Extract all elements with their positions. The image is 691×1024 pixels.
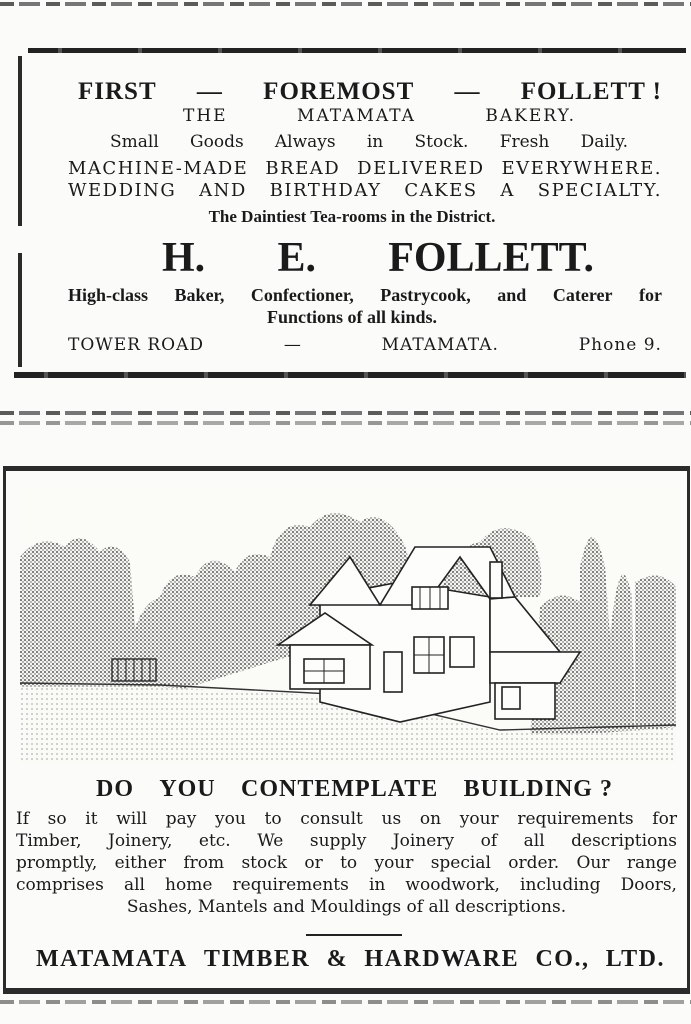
word: from bbox=[183, 853, 225, 873]
word: it bbox=[85, 809, 98, 829]
word: special bbox=[430, 853, 491, 873]
word: FOLLETT ! bbox=[520, 78, 662, 105]
house-illustration bbox=[20, 487, 676, 763]
word: you bbox=[215, 809, 246, 829]
word: will bbox=[116, 809, 148, 829]
word: SPECIALTY. bbox=[537, 180, 662, 201]
word: in bbox=[368, 875, 386, 895]
word: CAKES bbox=[404, 180, 478, 201]
bakery-name-line bbox=[183, 106, 576, 126]
word: E. bbox=[277, 235, 316, 281]
small-goods-line bbox=[110, 132, 628, 152]
functions-line: Functions of all kinds. bbox=[266, 307, 438, 327]
word: High-class bbox=[68, 285, 149, 305]
word: YOU bbox=[159, 776, 216, 802]
word: THE bbox=[183, 106, 228, 126]
word: comprises bbox=[16, 875, 104, 895]
proprietor-name bbox=[162, 234, 594, 282]
word: TOWER ROAD bbox=[68, 335, 205, 355]
word: MACHINE-MADE bbox=[68, 158, 249, 179]
word: order. bbox=[508, 853, 560, 873]
word: FOLLETT. bbox=[388, 235, 594, 281]
word: range bbox=[626, 853, 677, 873]
bread-delivery-line bbox=[68, 158, 662, 179]
ad-left-border bbox=[18, 56, 22, 226]
ad-top-border bbox=[28, 48, 686, 53]
word: promptly, bbox=[16, 853, 98, 873]
word: including bbox=[520, 875, 601, 895]
body-line-1 bbox=[16, 808, 677, 830]
word: Always bbox=[274, 132, 336, 152]
word: for bbox=[639, 285, 662, 305]
word: EVERYWHERE. bbox=[501, 158, 662, 179]
bottom-page-rule bbox=[0, 1000, 691, 1004]
services-line bbox=[68, 285, 662, 306]
word: LTD. bbox=[605, 946, 665, 972]
word: Joinery bbox=[392, 831, 455, 851]
word: FIRST bbox=[78, 78, 157, 105]
word: Our bbox=[576, 853, 610, 873]
top-page-rule bbox=[0, 2, 691, 6]
separator-rule bbox=[0, 411, 691, 415]
word: pay bbox=[165, 809, 197, 829]
word: MATAMATA bbox=[36, 946, 188, 972]
word: TIMBER bbox=[203, 946, 311, 972]
separator-rule-2 bbox=[0, 421, 691, 425]
word: home bbox=[165, 875, 213, 895]
word: AND bbox=[199, 180, 247, 201]
word: BAKERY. bbox=[485, 106, 576, 126]
word: or bbox=[304, 853, 323, 873]
word: us bbox=[381, 809, 402, 829]
word: A bbox=[500, 180, 515, 201]
word: — bbox=[454, 78, 481, 105]
word: WEDDING bbox=[68, 180, 177, 201]
word: your bbox=[374, 853, 414, 873]
word: BUILDING ? bbox=[463, 776, 613, 802]
tea-rooms-line: The Daintiest Tea-rooms in the District. bbox=[208, 207, 496, 226]
word: Caterer bbox=[552, 285, 613, 305]
word: for bbox=[652, 809, 677, 829]
word: Goods bbox=[190, 132, 244, 152]
word: to bbox=[264, 809, 282, 829]
word: of bbox=[480, 831, 498, 851]
word: all bbox=[123, 875, 145, 895]
word: supply bbox=[309, 831, 367, 851]
word: Joinery, bbox=[108, 831, 173, 851]
bakery-advertisement bbox=[18, 48, 686, 378]
ad-bottom-border bbox=[14, 372, 686, 378]
building-headline bbox=[96, 776, 613, 803]
timber-body-copy bbox=[16, 808, 677, 918]
body-line-3 bbox=[16, 852, 677, 874]
word: DO bbox=[96, 776, 134, 802]
word: HARDWARE bbox=[364, 946, 520, 972]
word: FOREMOST bbox=[263, 78, 415, 105]
word: Pastrycook, bbox=[380, 285, 471, 305]
word: BREAD bbox=[265, 158, 341, 179]
word: Fresh bbox=[499, 132, 550, 152]
word: — bbox=[196, 78, 223, 105]
body-line-5: Sashes, Mantels and Mouldings of all descriptions. bbox=[126, 897, 567, 917]
word: in bbox=[366, 132, 384, 152]
company-name bbox=[36, 946, 665, 973]
word: all bbox=[523, 831, 545, 851]
word: — bbox=[283, 335, 302, 355]
timber-advertisement bbox=[3, 466, 690, 994]
word: woodwork, bbox=[405, 875, 500, 895]
slogan-line bbox=[78, 78, 662, 106]
word: and bbox=[497, 285, 527, 305]
word: so bbox=[47, 809, 67, 829]
word: either bbox=[114, 853, 167, 873]
word: stock bbox=[241, 853, 288, 873]
word: consult bbox=[300, 809, 363, 829]
word: Stock. bbox=[414, 132, 469, 152]
word: Doors, bbox=[620, 875, 677, 895]
word: Small bbox=[110, 132, 159, 152]
word: MATAMATA. bbox=[381, 335, 499, 355]
word: CONTEMPLATE bbox=[241, 776, 439, 802]
word: BIRTHDAY bbox=[269, 180, 382, 201]
word: & bbox=[326, 946, 349, 972]
word: CO., bbox=[535, 946, 590, 972]
word: Phone 9. bbox=[578, 335, 662, 355]
word: descriptions bbox=[571, 831, 677, 851]
word: Daily. bbox=[580, 132, 628, 152]
word: We bbox=[257, 831, 284, 851]
cakes-line bbox=[68, 180, 662, 201]
word: etc. bbox=[198, 831, 231, 851]
body-line-4 bbox=[16, 874, 677, 896]
word: requirements bbox=[232, 875, 349, 895]
word: H. bbox=[162, 235, 206, 281]
word: on bbox=[419, 809, 442, 829]
word: If bbox=[16, 809, 30, 829]
body-line-2 bbox=[16, 830, 677, 852]
word: DELIVERED bbox=[357, 158, 485, 179]
center-divider bbox=[306, 934, 402, 936]
word: your bbox=[459, 809, 499, 829]
word: Confectioner, bbox=[250, 285, 354, 305]
word: requirements bbox=[517, 809, 634, 829]
word: Timber, bbox=[16, 831, 82, 851]
word: MATAMATA bbox=[297, 106, 416, 126]
word: to bbox=[340, 853, 358, 873]
word: Baker, bbox=[174, 285, 225, 305]
address-line bbox=[68, 335, 662, 355]
